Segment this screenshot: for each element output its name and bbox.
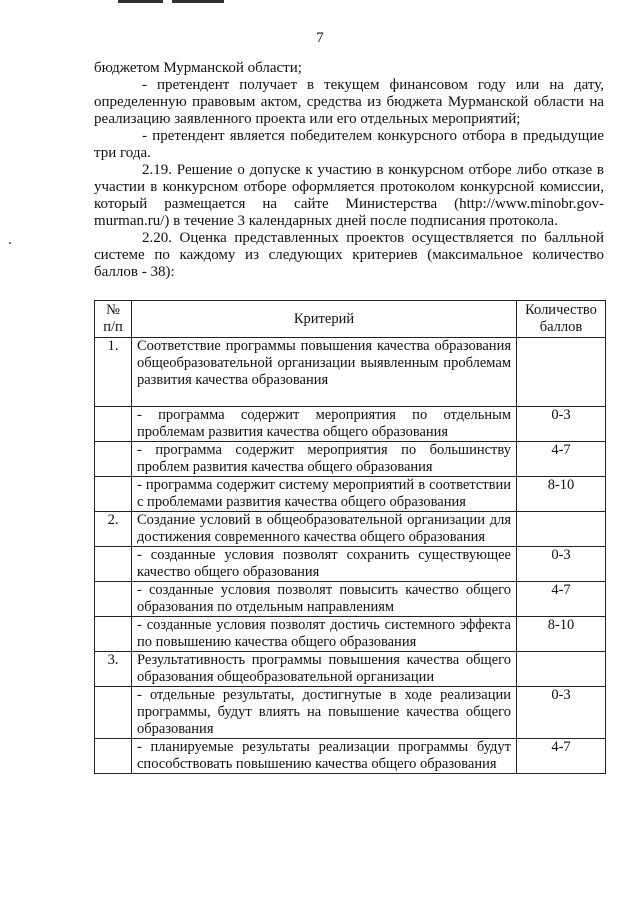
paragraph-condition-funding: - претендент получает в текущем финансовом году или на дату, определенную правовым актом, средства из бюджета Мурманской области на реализацию заявленного проекта или его отдельных мероприятий; [94, 77, 604, 127]
row-criterion: - созданные условия позволят повысить качество общего образования по отдельным направлениям [132, 582, 517, 617]
row-criterion: - планируемые результаты реализации программы будут способствовать повышению качества общего образования [132, 739, 517, 774]
row-criterion: - созданные условия позволят достичь системного эффекта по повышению качества общего образования [132, 617, 517, 652]
table-row [95, 582, 606, 617]
header-number: № п/п [95, 301, 132, 338]
header-criterion: Критерий [132, 301, 517, 338]
row-score [517, 652, 606, 687]
row-number: 1. [95, 338, 132, 407]
row-score: 8-10 [517, 617, 606, 652]
row-number: 3. [95, 652, 132, 687]
row-score [517, 338, 606, 407]
row-criterion: Соответствие программы повышения качества образования общеобразовательной организации выявленным проблемам развития качества образования [132, 338, 517, 407]
row-number [95, 442, 132, 477]
row-score: 4-7 [517, 582, 606, 617]
row-score: 8-10 [517, 477, 606, 512]
top-edge-bar-left [118, 0, 163, 3]
row-score: 4-7 [517, 442, 606, 477]
row-criterion: - программа содержит систему мероприятий в соответствии с проблемами развития качества общего образования [132, 477, 517, 512]
paragraph-continuation: бюджетом Мурманской области; [94, 60, 302, 76]
row-number [95, 687, 132, 739]
row-score: 0-3 [517, 407, 606, 442]
body-text [94, 60, 604, 281]
row-criterion: - программа содержит мероприятия по отдельным проблемам развития качества общего образования [132, 407, 517, 442]
table-row [95, 739, 606, 774]
row-number [95, 477, 132, 512]
row-criterion: Результативность программы повышения качества общего образования общеобразовательной организации [132, 652, 517, 687]
table-row [95, 547, 606, 582]
table-row [95, 687, 606, 739]
header-score: Количество баллов [517, 301, 606, 338]
table-row [95, 652, 606, 687]
row-number [95, 582, 132, 617]
row-score [517, 512, 606, 547]
criteria-table [94, 300, 606, 774]
row-criterion: - созданные условия позволят сохранить существующее качество общего образования [132, 547, 517, 582]
paragraph-2-19: 2.19. Решение о допуске к участию в конкурсном отборе либо отказе в участии в конкурсном отборе оформляется протоколом конкурсной комиссии, который размещается на сайте Министерства (http://www.minobr.gov-murman.ru/) в течение 3 календарных дней после подписания протокола. [94, 162, 604, 229]
paragraph-2-20: 2.20. Оценка представленных проектов осуществляется по балльной системе по каждому из следующих критериев (максимальное количество баллов - 38): [94, 230, 604, 280]
row-number [95, 617, 132, 652]
row-score: 0-3 [517, 547, 606, 582]
row-number [95, 407, 132, 442]
row-criterion: - программа содержит мероприятия по большинству проблем развития качества общего образования [132, 442, 517, 477]
row-number: 2. [95, 512, 132, 547]
paragraph-condition-winner: - претендент является победителем конкурсного отбора в предыдущие три года. [94, 128, 604, 161]
row-score: 0-3 [517, 687, 606, 739]
table-header-row [95, 301, 606, 338]
row-number [95, 739, 132, 774]
table-row [95, 512, 606, 547]
page-number: 7 [316, 30, 324, 46]
row-criterion: - отдельные результаты, достигнутые в ходе реализации программы, будут влиять на повышение качества общего образования [132, 687, 517, 739]
table-row [95, 617, 606, 652]
top-edge-bar-right [172, 0, 224, 3]
row-score: 4-7 [517, 739, 606, 774]
table-row [95, 338, 606, 407]
scan-artifact-dot [9, 242, 11, 244]
table-row [95, 407, 606, 442]
row-criterion: Создание условий в общеобразовательной организации для достижения современного качества общего образования [132, 512, 517, 547]
table-row [95, 477, 606, 512]
row-number [95, 547, 132, 582]
table-row [95, 442, 606, 477]
